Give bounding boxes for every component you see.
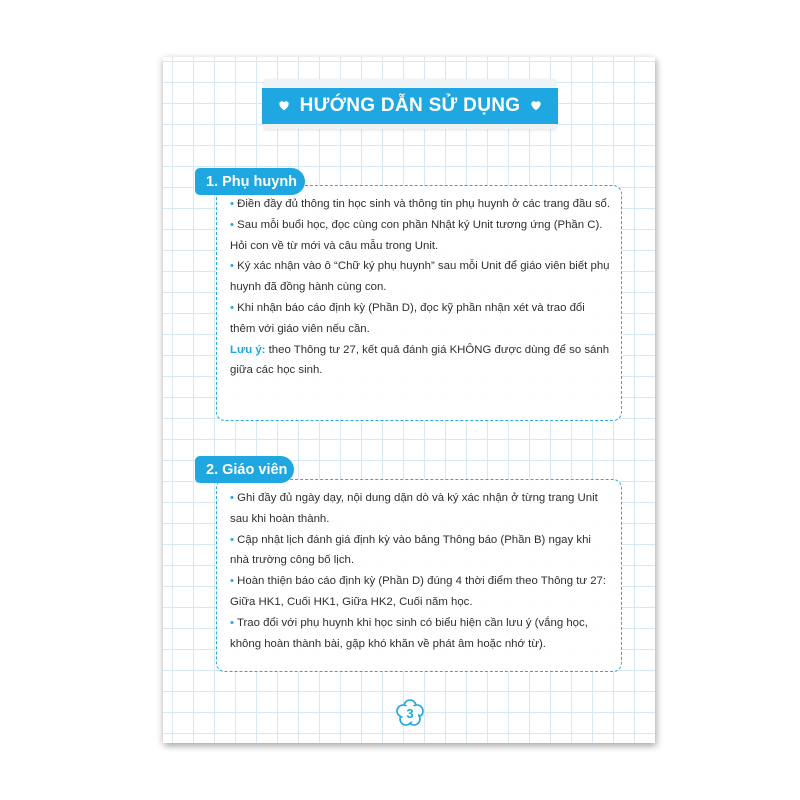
list-item: • Sau mỗi buổi học, đọc cùng con phần Nhật ký Unit tương ứng (Phần C). Hỏi con về từ mới và câu mẫu trong Unit. bbox=[230, 218, 603, 252]
page-title: HƯỚNG DẪN SỬ DỤNG bbox=[299, 95, 521, 116]
list-item: • Trao đổi với phụ huynh khi học sinh có biểu hiện cần lưu ý (vắng học, không hoàn thành bài, gặp khó khăn về phát âm hoặc nhớ từ). bbox=[230, 616, 588, 650]
note-label: Lưu ý: bbox=[230, 343, 266, 356]
note-item: Lưu ý: theo Thông tư 27, kết quả đánh giá KHÔNG được dùng để so sánh giữa các học sinh. bbox=[230, 343, 610, 377]
heart-icon bbox=[529, 98, 543, 112]
document-page bbox=[163, 57, 655, 743]
section-heading-parents: 1. Phụ huynh bbox=[195, 168, 305, 195]
title-banner bbox=[262, 88, 558, 124]
list-item: • Hoàn thiện báo cáo định kỳ (Phần D) đúng 4 thời điểm theo Thông tư 27: Giữa HK1, Cuối HK1, Giữa HK2, Cuối năm học. bbox=[230, 575, 607, 608]
parent-section-box bbox=[216, 185, 622, 421]
list-item: • Cập nhật lịch đánh giá định kỳ vào bảng Thông báo (Phần B) ngay khi nhà trường công bố lịch. bbox=[230, 533, 591, 567]
section-heading-teachers: 2. Giáo viên bbox=[195, 456, 294, 483]
list-item: • Điền đầy đủ thông tin học sinh và thông tin phụ huynh ở các trang đầu sổ. bbox=[230, 198, 611, 210]
list-item: • Khi nhận báo cáo định kỳ (Phần D), đọc kỹ phần nhận xét và trao đổi thêm với giáo viên nếu cần. bbox=[230, 301, 585, 335]
teacher-section-box bbox=[216, 479, 622, 672]
page-number: 3 bbox=[406, 705, 414, 721]
page-number-badge bbox=[395, 698, 425, 728]
list-item: • Ghi đầy đủ ngày dạy, nội dung dặn dò và ký xác nhận ở từng trang Unit sau khi hoàn thành. bbox=[230, 492, 598, 525]
list-item: • Ký xác nhận vào ô “Chữ ký phụ huynh” sau mỗi Unit để giáo viên biết phụ huynh đã đồng hành cùng con. bbox=[230, 260, 610, 294]
heart-icon bbox=[277, 98, 291, 112]
